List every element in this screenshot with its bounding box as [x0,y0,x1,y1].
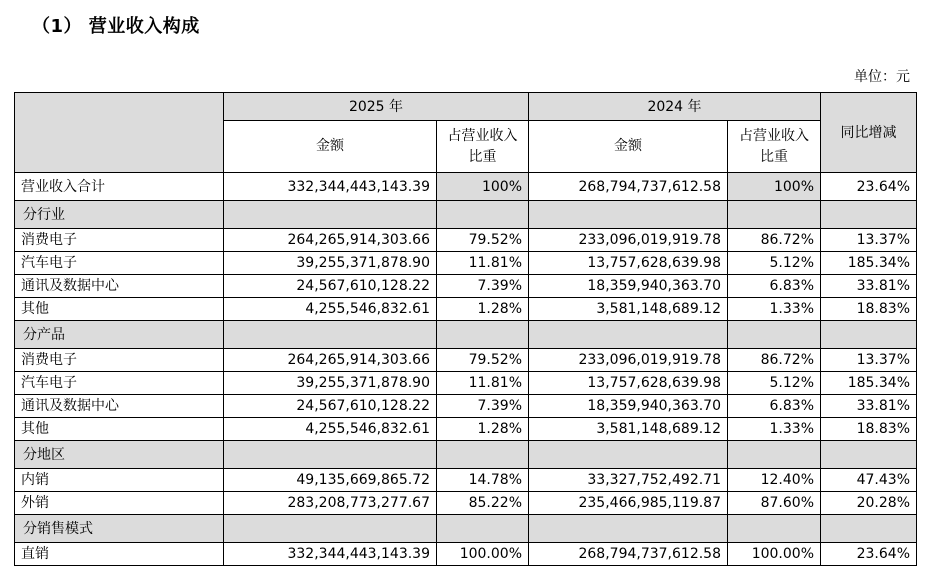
section-blank-cell [224,515,437,543]
ratio-2024-cell: 5.12% [728,252,821,275]
amount-2024-cell: 13,757,628,639.98 [529,252,728,275]
section-blank-cell [224,201,437,229]
ratio-2024-cell: 86.72% [728,349,821,372]
section-blank-cell [529,515,728,543]
section-blank-cell [437,201,529,229]
table-row [15,418,917,441]
amount-2024-cell: 233,096,019,919.78 [529,229,728,252]
header-blank-cell [15,93,224,173]
yoy-cell: 47.43% [821,469,917,492]
amount-2025-cell: 264,265,914,303.66 [224,349,437,372]
row-label: 通讯及数据中心 [15,275,224,298]
section-title: （1） 营业收入构成 [32,16,200,37]
ratio-2025-cell: 1.28% [437,418,529,441]
ratio-2025-cell: 79.52% [437,229,529,252]
ratio-2024-cell: 5.12% [728,372,821,395]
total-row [15,173,917,201]
ratio-2024-cell: 87.60% [728,492,821,515]
amount-2025-cell: 39,255,371,878.90 [224,252,437,275]
row-label: 消费电子 [15,349,224,372]
section-label: 分地区 [15,441,224,469]
ratio-2024-cell: 86.72% [728,229,821,252]
amount-2024-cell: 18,359,940,363.70 [529,395,728,418]
section-blank-cell [821,441,917,469]
section-header-row [15,201,917,229]
ratio-2024-cell: 1.33% [728,418,821,441]
table-row [15,349,917,372]
ratio-2025-cell: 7.39% [437,275,529,298]
section-blank-cell [529,441,728,469]
row-label: 其他 [15,418,224,441]
amount-2025-cell: 4,255,546,832.61 [224,418,437,441]
table-row [15,469,917,492]
header-year-2025: 2025 年 [224,93,529,121]
row-label: 消费电子 [15,229,224,252]
ratio-2024-cell: 1.33% [728,298,821,321]
table-row [15,492,917,515]
amount-2025-cell: 332,344,443,143.39 [224,543,437,566]
amount-2025-cell: 49,135,669,865.72 [224,469,437,492]
section-blank-cell [437,441,529,469]
table-row [15,543,917,566]
section-label: 分销售模式 [15,515,224,543]
section-header-row [15,321,917,349]
yoy-cell: 18.83% [821,418,917,441]
header-ratio-2025: 占营业收入比重 [437,121,529,173]
section-blank-cell [728,441,821,469]
ratio-2024-cell: 100.00% [728,543,821,566]
amount-2024-cell: 268,794,737,612.58 [529,173,728,201]
section-blank-cell [529,201,728,229]
amount-2025-cell: 264,265,914,303.66 [224,229,437,252]
amount-2024-cell: 233,096,019,919.78 [529,349,728,372]
section-header-row [15,515,917,543]
row-label: 通讯及数据中心 [15,395,224,418]
header-ratio-2024: 占营业收入比重 [728,121,821,173]
section-header-row [15,441,917,469]
header-yoy: 同比增减 [821,93,917,173]
table-row [15,275,917,298]
ratio-2025-cell: 11.81% [437,252,529,275]
section-blank-cell [224,321,437,349]
row-label: 外销 [15,492,224,515]
yoy-cell: 33.81% [821,275,917,298]
ratio-2024-cell: 100% [728,173,821,201]
row-label: 汽车电子 [15,252,224,275]
section-blank-cell [728,515,821,543]
amount-2025-cell: 4,255,546,832.61 [224,298,437,321]
row-label: 营业收入合计 [15,173,224,201]
yoy-cell: 18.83% [821,298,917,321]
ratio-2025-cell: 79.52% [437,349,529,372]
header-year-2024: 2024 年 [529,93,821,121]
row-label: 其他 [15,298,224,321]
table-row [15,298,917,321]
table-row [15,252,917,275]
yoy-cell: 23.64% [821,173,917,201]
ratio-2024-cell: 12.40% [728,469,821,492]
section-blank-cell [821,515,917,543]
table-row [15,395,917,418]
section-label: 分产品 [15,321,224,349]
row-label: 直销 [15,543,224,566]
header-row-years [15,93,917,121]
amount-2024-cell: 13,757,628,639.98 [529,372,728,395]
ratio-2025-cell: 100.00% [437,543,529,566]
amount-2024-cell: 33,327,752,492.71 [529,469,728,492]
section-blank-cell [821,201,917,229]
section-blank-cell [529,321,728,349]
amount-2025-cell: 39,255,371,878.90 [224,372,437,395]
unit-label: 单位：元 [854,69,910,85]
yoy-cell: 23.64% [821,543,917,566]
ratio-2025-cell: 11.81% [437,372,529,395]
amount-2025-cell: 24,567,610,128.22 [224,275,437,298]
section-blank-cell [437,321,529,349]
amount-2025-cell: 332,344,443,143.39 [224,173,437,201]
yoy-cell: 20.28% [821,492,917,515]
section-blank-cell [728,321,821,349]
row-label: 内销 [15,469,224,492]
amount-2024-cell: 235,466,985,119.87 [529,492,728,515]
table-row [15,372,917,395]
ratio-2025-cell: 85.22% [437,492,529,515]
ratio-2025-cell: 14.78% [437,469,529,492]
section-blank-cell [224,441,437,469]
amount-2024-cell: 268,794,737,612.58 [529,543,728,566]
amount-2024-cell: 3,581,148,689.12 [529,298,728,321]
table-body [15,173,917,566]
table-row [15,229,917,252]
yoy-cell: 13.37% [821,229,917,252]
yoy-cell: 185.34% [821,372,917,395]
ratio-2024-cell: 6.83% [728,275,821,298]
amount-2025-cell: 24,567,610,128.22 [224,395,437,418]
amount-2024-cell: 3,581,148,689.12 [529,418,728,441]
section-blank-cell [728,201,821,229]
ratio-2025-cell: 1.28% [437,298,529,321]
header-amount-2025: 金额 [224,121,437,173]
row-label: 汽车电子 [15,372,224,395]
yoy-cell: 13.37% [821,349,917,372]
header-amount-2024: 金额 [529,121,728,173]
revenue-composition-table [14,92,917,566]
section-label: 分行业 [15,201,224,229]
amount-2024-cell: 18,359,940,363.70 [529,275,728,298]
ratio-2025-cell: 100% [437,173,529,201]
ratio-2024-cell: 6.83% [728,395,821,418]
section-blank-cell [437,515,529,543]
yoy-cell: 33.81% [821,395,917,418]
amount-2025-cell: 283,208,773,277.67 [224,492,437,515]
section-blank-cell [821,321,917,349]
ratio-2025-cell: 7.39% [437,395,529,418]
yoy-cell: 185.34% [821,252,917,275]
